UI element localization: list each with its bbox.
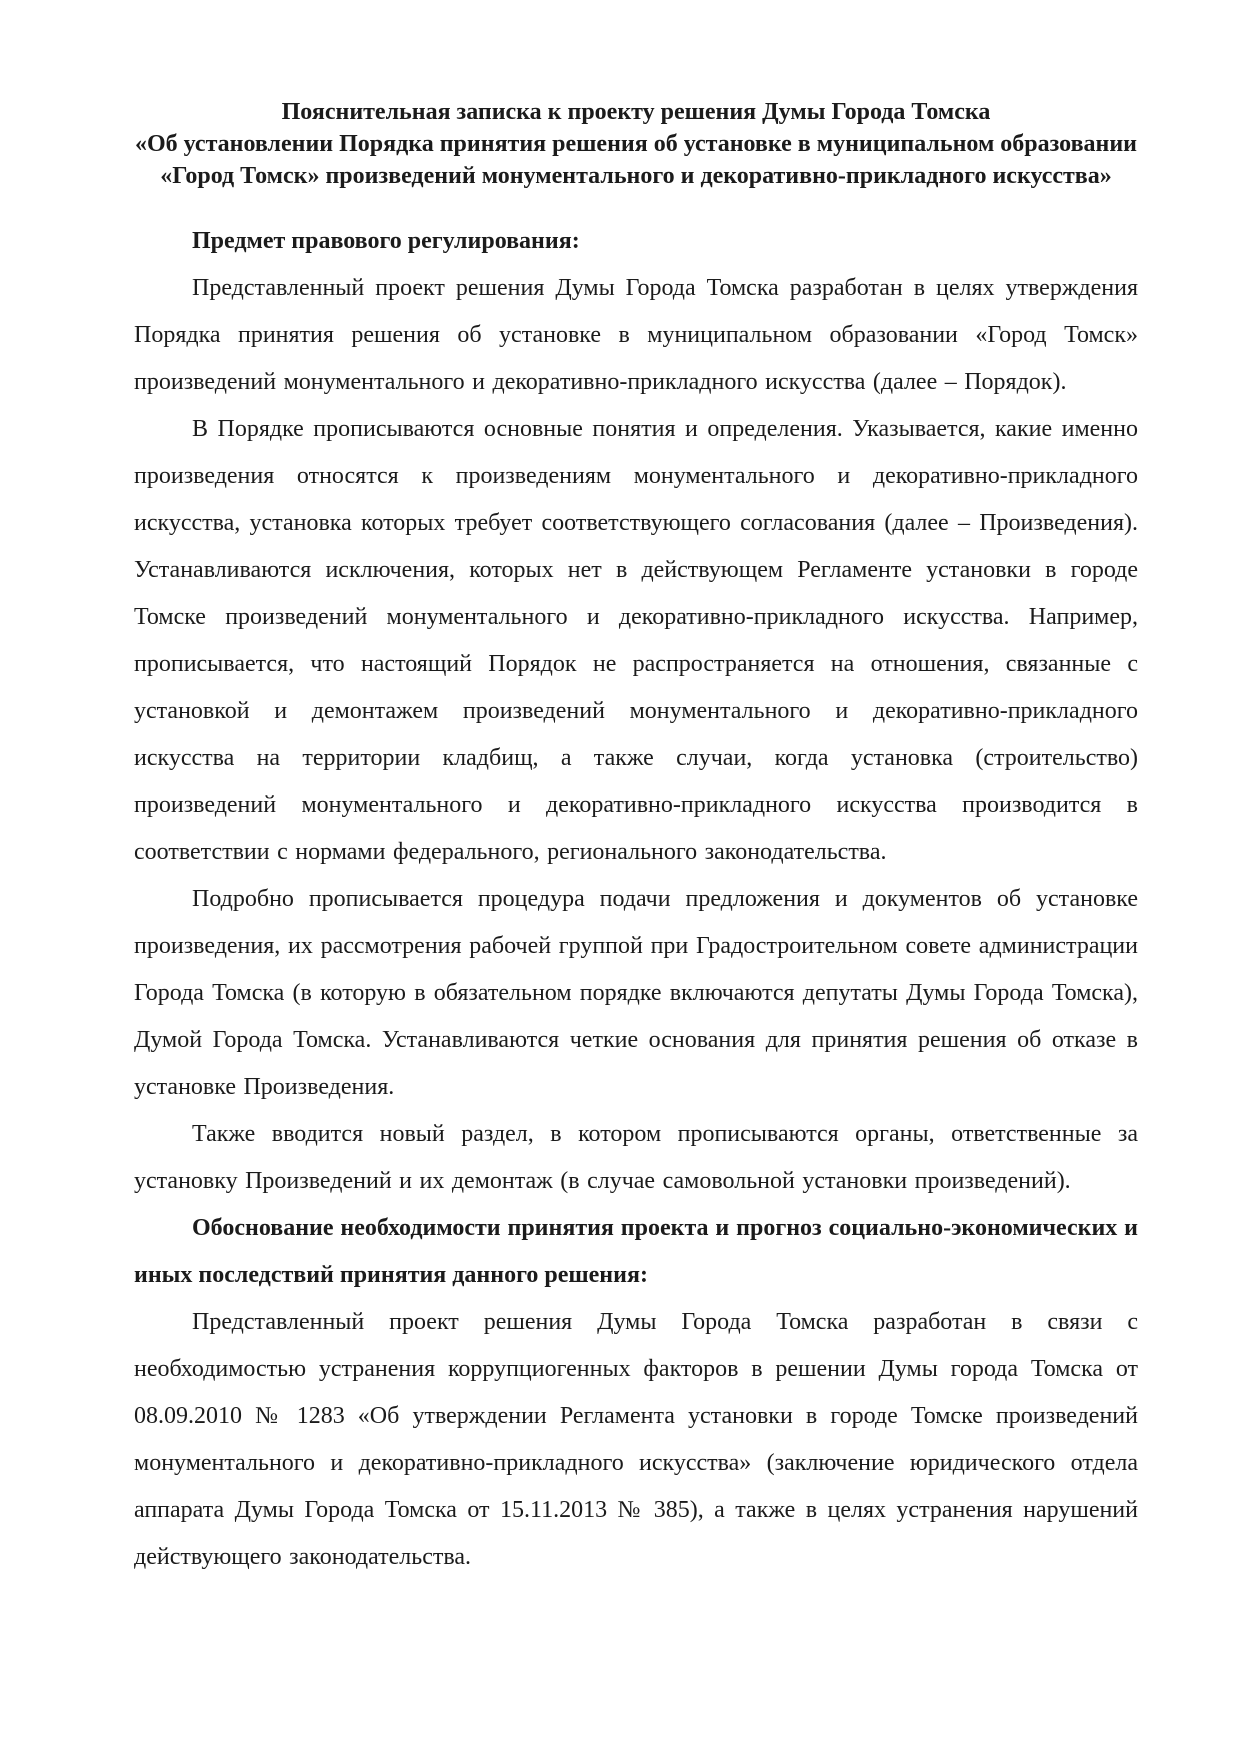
document-title-line-1: Пояснительная записка к проекту решения Думы Города Томска <box>281 99 991 125</box>
paragraph-order-definitions: В Порядке прописываются основные понятия и определения. Указывается, какие именно произведения относятся к произведениям монументального и декоративно-прикладного искусства, установка которых требует соответствующего согласования (далее – Произведения). Устанавливаются исключения, которых нет в действующем Регламенте установки в городе Томске произведений монументального и декоративно-прикладного искусства. Например, прописывается, что настоящий Порядок не распространяется на отношения, связанные с установкой и демонтажем произведений монументального и декоративно-прикладного искусства на территории кладбищ, а также случаи, когда установка (строительство) произведений монументального и декоративно-прикладного искусства производится в соответствии с нормами федерального, регионального законодательства. <box>134 416 1138 865</box>
paragraph-new-section: Также вводится новый раздел, в котором прописываются органы, ответственные за установку Произведений и их демонтаж (в случае самовольной установки произведений). <box>134 1121 1138 1194</box>
section-heading-justification: Обоснование необходимости принятия проекта и прогноз социально-экономических и иных последствий принятия данного решения: <box>134 1215 1138 1288</box>
paragraph-project-purpose: Представленный проект решения Думы Города Томска разработан в целях утверждения Порядка принятия решения об установке в муниципальном образовании «Город Томск» произведений монументального и декоративно-прикладного искусства (далее – Порядок). <box>134 275 1138 395</box>
document-title <box>134 96 1138 192</box>
section-heading-subject-of-regulation: Предмет правового регулирования: <box>192 228 580 254</box>
paragraph-procedure-description: Подробно прописывается процедура подачи предложения и документов об установке произведения, их рассмотрения рабочей группой при Градостроительном совете администрации Города Томска (в которую в обязательном порядке включаются депутаты Думы Города Томска), Думой Города Томска. Устанавливаются четкие основания для принятия решения об отказе в установке Произведения. <box>134 886 1138 1100</box>
document-title-line-2: «Об установлении Порядка принятия решения об установке в муниципальном образовании «Город Томск» произведений монументального и декоративно-прикладного искусства» <box>134 131 1138 189</box>
paragraph-justification: Представленный проект решения Думы Города Томска разработан в связи с необходимостью устранения коррупциогенных факторов в решении Думы города Томска от 08.09.2010 № 1283 «Об утверждении Регламента установки в городе Томске произведений монументального и декоративно-прикладного искусства» (заключение юридического отдела аппарата Думы Города Томска от 15.11.2013 № 385), а также в целях устранения нарушений действующего законодательства. <box>134 1309 1138 1570</box>
